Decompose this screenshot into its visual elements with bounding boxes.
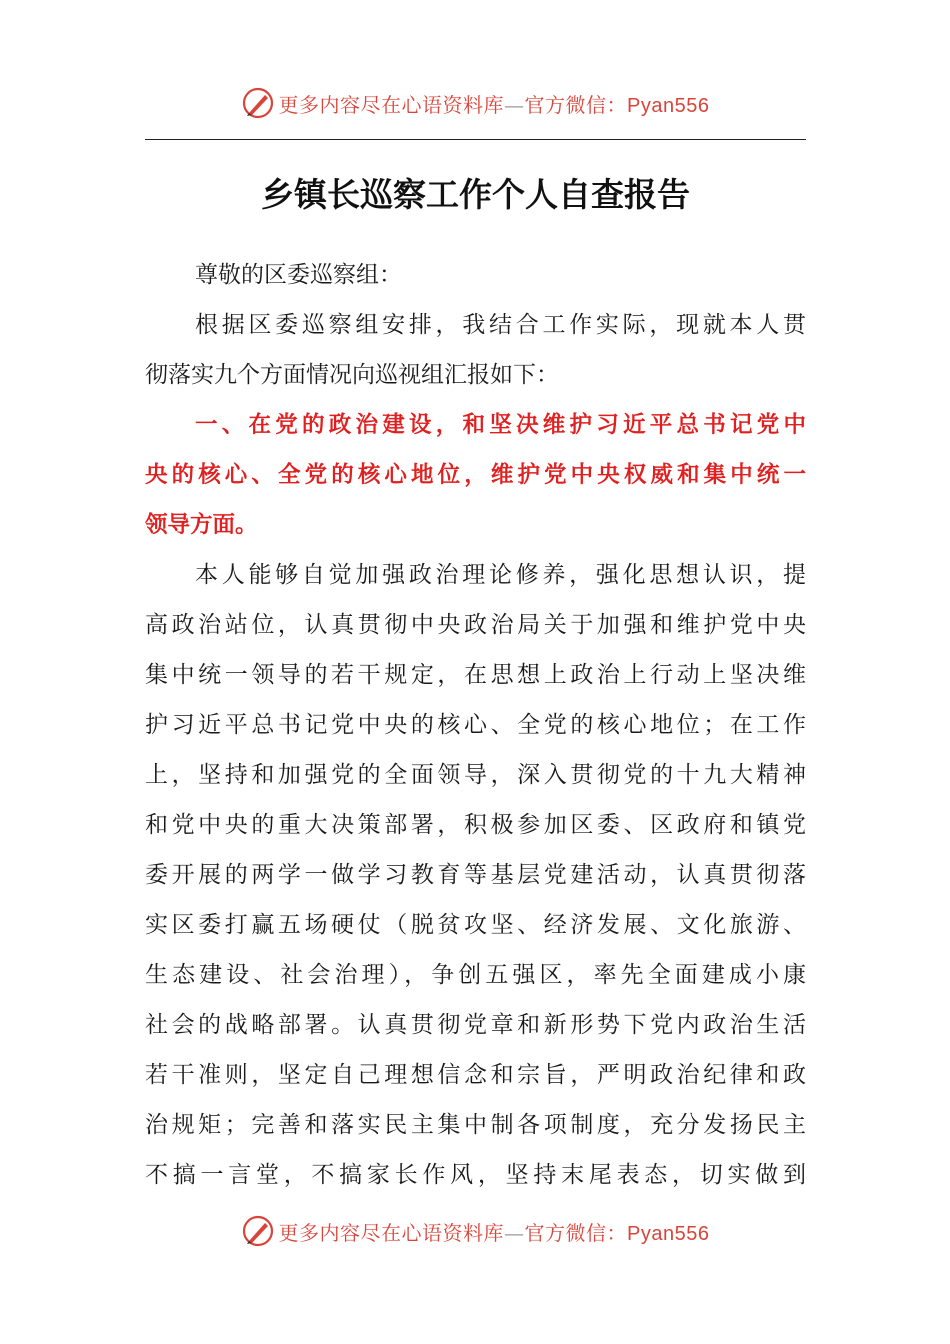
section-heading-line: 领导方面。 xyxy=(145,512,258,538)
paragraph-line: 高政治站位，认真贯彻中央政治局关于加强和维护党中央 xyxy=(145,612,806,638)
paragraph-line: 委开展的两学一做学习教育等基层党建活动，认真贯彻落 xyxy=(145,862,806,888)
paragraph-line: 生态建设、社会治理），争创五强区，率先全面建成小康 xyxy=(145,962,806,988)
watermark-text: 更多内容尽在心语资料库—官方微信：Pyan556 xyxy=(278,1220,710,1245)
document-title: 乡镇长巡察工作个人自查报告 xyxy=(261,175,690,214)
paragraph-line: 不搞一言堂，不搞家长作风，坚持末尾表态，切实做到 xyxy=(145,1162,806,1188)
watermark-header xyxy=(0,83,950,123)
pen-logo-icon xyxy=(241,1214,275,1248)
paragraph-line: 治规矩；完善和落实民主集中制各项制度，充分发扬民主 xyxy=(145,1112,806,1138)
intro-line: 根据区委巡察组安排，我结合工作实际，现就本人贯 xyxy=(195,312,806,338)
paragraph-line: 和党中央的重大决策部署，积极参加区委、区政府和镇党 xyxy=(145,812,806,838)
paragraph-line: 上，坚持和加强党的全面领导，深入贯彻党的十九大精神 xyxy=(145,762,806,788)
intro-line: 彻落实九个方面情况向巡视组汇报如下： xyxy=(145,362,559,388)
salutation: 尊敬的区委巡察组： xyxy=(195,262,402,288)
watermark-text: 更多内容尽在心语资料库—官方微信：Pyan556 xyxy=(278,92,710,117)
paragraph-line: 本人能够自觉加强政治理论修养，强化思想认识，提 xyxy=(195,562,806,588)
paragraph-line: 若干准则，坚定自己理想信念和宗旨，严明政治纪律和政 xyxy=(145,1062,806,1088)
section-heading-line: 一、在党的政治建设，和坚决维护习近平总书记党中 xyxy=(195,412,806,438)
pen-logo-icon xyxy=(241,86,275,120)
paragraph-line: 集中统一领导的若干规定，在思想上政治上行动上坚决维 xyxy=(145,662,806,688)
header-divider xyxy=(145,139,806,140)
paragraph-line: 社会的战略部署。认真贯彻党章和新形势下党内政治生活 xyxy=(145,1012,806,1038)
document-body xyxy=(145,250,806,1200)
paragraph-line: 实区委打赢五场硬仗（脱贫攻坚、经济发展、文化旅游、 xyxy=(145,912,806,938)
paragraph-line: 护习近平总书记党中央的核心、全党的核心地位；在工作 xyxy=(145,712,806,738)
watermark-footer xyxy=(0,1211,950,1251)
section-heading-line: 央的核心、全党的核心地位，维护党中央权威和集中统一 xyxy=(145,462,806,488)
